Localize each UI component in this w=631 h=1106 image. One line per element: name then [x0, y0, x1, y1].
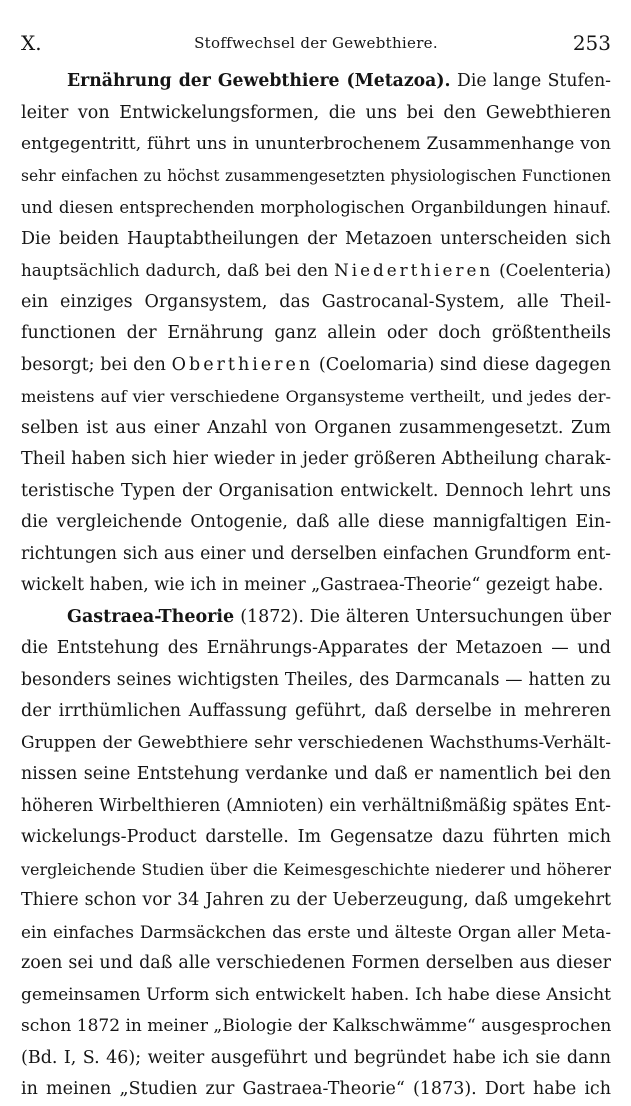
text-line: sehr einfachen zu höchst zusammengesetzten physiologischen Functionen: [21, 166, 611, 185]
emphasized-term-oberthieren: Oberthieren: [171, 354, 314, 375]
text-line: [21, 255, 611, 287]
text-line: vergleichende Studien über die Keimesgeschichte niederer und höherer: [21, 859, 611, 879]
page-header: [21, 28, 611, 58]
text-span: Die lange Stufen-: [456, 71, 611, 91]
text-line: besonders seines wichtigsten Theiles, des Darmcanals — hatten zu: [21, 669, 611, 690]
text-span: (Coelomaria) sind diese dagegen: [318, 354, 611, 375]
text-line: (Bd. I, S. 46); weiter ausgeführt und begründet habe ich sie dann: [21, 1047, 611, 1068]
text-span: (1872). Die älteren Untersuchungen über: [240, 606, 611, 627]
text-line: entgegentritt, führt uns in ununterbrochenem Zusammenhange von: [21, 134, 611, 154]
text-line: richtungen sich aus einer und derselben einfachen Grundform ent-: [21, 543, 611, 564]
text-line: nissen seine Entstehung verdanke und daß er namentlich bei den: [21, 764, 611, 784]
text-line: meistens auf vier verschiedene Organsysteme vertheilt, und jedes der-: [21, 387, 611, 406]
text-line: der irrthümlichen Auffassung geführt, daß derselbe in mehreren: [21, 701, 611, 721]
text-line: Die beiden Hauptabtheilungen der Metazoen unterscheiden sich: [21, 228, 611, 249]
text-line: selben ist aus einer Anzahl von Organen zusammengesetzt. Zum: [21, 417, 611, 438]
text-line: Gruppen der Gewebthiere sehr verschiedenen Wachsthums-Verhält-: [21, 732, 611, 753]
text-line: wickelt haben, wie ich in meiner „Gastraea-Theorie“ gezeigt habe.: [21, 575, 604, 595]
section-heading-gastraea: Gastraea-Theorie: [67, 606, 235, 627]
text-line: gemeinsamen Urform sich entwickelt haben. Ich habe diese Ansicht: [21, 984, 611, 1005]
text-line: in meinen „Studien zur Gastraea-Theorie“ (1873). Dort habe ich: [21, 1079, 611, 1099]
text-line: Thiere schon vor 34 Jahren zu der Ueberzeugung, daß umgekehrt: [21, 890, 611, 910]
emphasized-term-niederthieren: Niederthieren: [334, 260, 494, 280]
text-line: leiter von Entwickelungsformen, die uns bei den Gewebthieren: [21, 102, 611, 123]
running-title: Stoffwechsel der Gewebthiere.: [194, 34, 438, 52]
page-number: 253: [572, 31, 611, 55]
text-line: schon 1872 in meiner „Biologie der Kalkschwämme“ ausgesprochen: [21, 1016, 611, 1036]
section-heading-metazoa: Ernährung der Gewebthiere (Metazoa).: [67, 71, 451, 91]
text-line: functionen der Ernährung ganz allein oder doch größtentheils: [21, 323, 611, 343]
text-line: die Entstehung des Ernährungs-Apparates der Metazoen — und: [21, 638, 611, 658]
text-line: höheren Wirbelthieren (Amnioten) ein verhältnißmäßig spätes Ent-: [21, 795, 611, 816]
paragraph-2-line-1: [21, 602, 611, 634]
body-text: [21, 66, 611, 1106]
text-line: [21, 350, 611, 382]
text-line: die vergleichende Ontogenie, daß alle diese mannigfaltigen Ein-: [21, 512, 611, 532]
text-line: teristische Typen der Organisation entwickelt. Dennoch lehrt uns: [21, 480, 611, 501]
text-span: hauptsächlich dadurch, daß bei den: [21, 260, 329, 280]
text-line: zoen sei und daß alle verschiedenen Formen derselben aus dieser: [21, 953, 611, 973]
text-line: ein einfaches Darmsäckchen das erste und älteste Organ aller Meta-: [21, 921, 611, 942]
text-span: (Coelenteria): [499, 260, 611, 280]
text-span: besorgt; bei den: [21, 354, 166, 375]
paragraph-1-line-1: [21, 66, 611, 98]
text-line: Theil haben sich hier wieder in jeder größeren Abtheilung charak-: [21, 449, 611, 469]
text-line: ein einziges Organsystem, das Gastrocanal-System, alle Theil-: [21, 291, 611, 312]
text-line: wickelungs-Product darstelle. Im Gegensatze dazu führten mich: [21, 827, 611, 847]
text-line: und diesen entsprechenden morphologischen Organbildungen hinauf.: [21, 198, 611, 217]
chapter-number: X.: [21, 31, 42, 55]
